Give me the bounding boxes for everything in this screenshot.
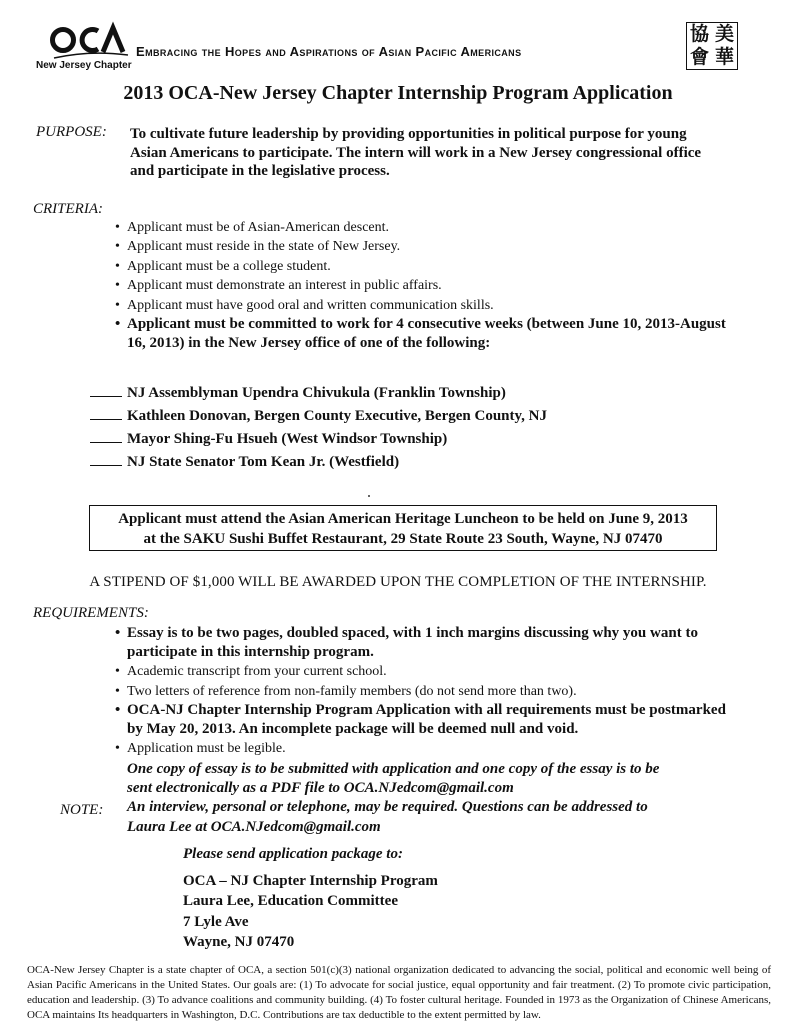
- office-choice[interactable]: [90, 428, 710, 451]
- purpose-line: and participate in the legislative process.: [130, 163, 390, 179]
- note-label: NOTE:: [60, 802, 104, 818]
- purpose-line: Asian Americans to participate. The intern will work in a New Jersey congressional office: [130, 144, 702, 161]
- luncheon-notice: [89, 505, 717, 551]
- criteria-item: • Applicant must be of Asian-American descent.: [115, 218, 735, 237]
- chapter-name: New Jersey Chapter: [36, 60, 132, 71]
- purpose-text: [130, 125, 770, 181]
- requirement-item: • Academic transcript from your current school.: [115, 662, 745, 681]
- address-line: Wayne, NJ 07470: [183, 933, 295, 950]
- luncheon-line: Applicant must attend the Asian American Heritage Luncheon to be held on June 9, 2013: [118, 511, 688, 527]
- requirement-item: • Essay is to be two pages, doubled spaced, with 1 inch margins discussing why you want to participate in this internship program.: [115, 624, 745, 662]
- requirements-list: [115, 624, 745, 758]
- oca-logo: [50, 20, 130, 60]
- purpose-label: PURPOSE:: [36, 124, 107, 140]
- requirement-item: • Two letters of reference from non-family members (do not send more than two).: [115, 682, 745, 701]
- office-label: Mayor Shing-Fu Hsueh (West Windsor Township): [127, 431, 448, 447]
- note-line: An interview, personal or telephone, may be required. Questions can be addressed to: [127, 799, 648, 816]
- requirement-item: • Application must be legible.: [115, 739, 745, 758]
- purpose-line: To cultivate future leadership by providing opportunities in political purpose for young: [130, 126, 687, 142]
- checkbox-blank[interactable]: [90, 405, 122, 420]
- criteria-list: [115, 218, 735, 354]
- office-choice[interactable]: [90, 405, 710, 428]
- office-label: Kathleen Donovan, Bergen County Executive, Bergen County, NJ: [127, 408, 547, 424]
- criteria-item: • Applicant must be a college student.: [115, 257, 735, 276]
- office-choice-list: [90, 382, 710, 474]
- address-line: 7 Lyle Ave: [183, 913, 249, 930]
- tagline: Embracing the Hopes and Aspirations of Asian Pacific Americans: [136, 44, 522, 59]
- checkbox-blank[interactable]: [90, 382, 122, 397]
- note-text: [127, 760, 767, 837]
- cjk-char: 美: [714, 23, 734, 45]
- office-label: NJ State Senator Tom Kean Jr. (Westfield): [127, 454, 400, 470]
- mailing-address: [183, 871, 438, 952]
- criteria-item-commitment: • Applicant must be committed to work for 4 consecutive weeks (between June 10, 2013-August 16, 2013) in the New Jersey office of one of the following:: [115, 315, 735, 354]
- luncheon-line: at the SAKU Sushi Buffet Restaurant, 29 State Route 23 South, Wayne, NJ 07470: [143, 531, 663, 547]
- checkbox-blank[interactable]: [90, 428, 122, 443]
- office-choice[interactable]: [90, 382, 710, 405]
- address-line: OCA – NJ Chapter Internship Program: [183, 873, 438, 889]
- footer-mission: OCA-New Jersey Chapter is a state chapter of OCA, a section 501(c)(3) national organization dedicated to advancing the social, political and economic well being of Asian Pacific Americans in the United States. Our goals are: (1) To advocate for social justice, equal opportunity and fair treatment. (2) To promote civic participation, education and leadership. (3) To advance coalitions and community building. (4) To foster cultural heritage. Founded in 1973 as the Organization of Chinese Americans, OCA maintains Its headquarters in Washington, D.C. Contributions are tax deductible to the extent permitted by law.: [27, 964, 771, 1021]
- requirement-item: • OCA-NJ Chapter Internship Program Application with all requirements must be postmarked by May 20, 2013. An incomplete package will be deemed null and void.: [115, 701, 745, 739]
- stipend-notice: A STIPEND OF $1,000 WILL BE AWARDED UPON THE COMPLETION OF THE INTERNSHIP.: [89, 574, 707, 590]
- criteria-label: CRITERIA:: [33, 201, 103, 217]
- address-line: Laura Lee, Education Committee: [183, 893, 398, 910]
- cjk-char: 華: [714, 46, 734, 68]
- chinese-seal: [686, 22, 738, 70]
- send-label: Please send application package to:: [183, 846, 403, 862]
- office-choice[interactable]: [90, 451, 710, 474]
- criteria-item: • Applicant must demonstrate an interest in public affairs.: [115, 276, 735, 295]
- checkbox-blank[interactable]: [90, 451, 122, 466]
- note-line: sent electronically as a PDF file to OCA.NJedcom@gmail.com: [127, 780, 514, 797]
- office-label: NJ Assemblyman Upendra Chivukula (Franklin Township): [127, 385, 506, 401]
- criteria-item: • Applicant must have good oral and written communication skills.: [115, 296, 735, 315]
- note-line: One copy of essay is to be submitted with application and one copy of the essay is to be: [127, 761, 660, 777]
- note-line: Laura Lee at OCA.NJedcom@gmail.com: [127, 818, 381, 835]
- cjk-char: 會: [689, 46, 709, 68]
- cjk-char: 協: [689, 23, 709, 45]
- stray-dot: [368, 495, 370, 497]
- requirements-label: REQUIREMENTS:: [33, 605, 149, 621]
- page-title: 2013 OCA-New Jersey Chapter Internship Program Application: [123, 82, 673, 104]
- criteria-item: • Applicant must reside in the state of New Jersey.: [115, 237, 735, 256]
